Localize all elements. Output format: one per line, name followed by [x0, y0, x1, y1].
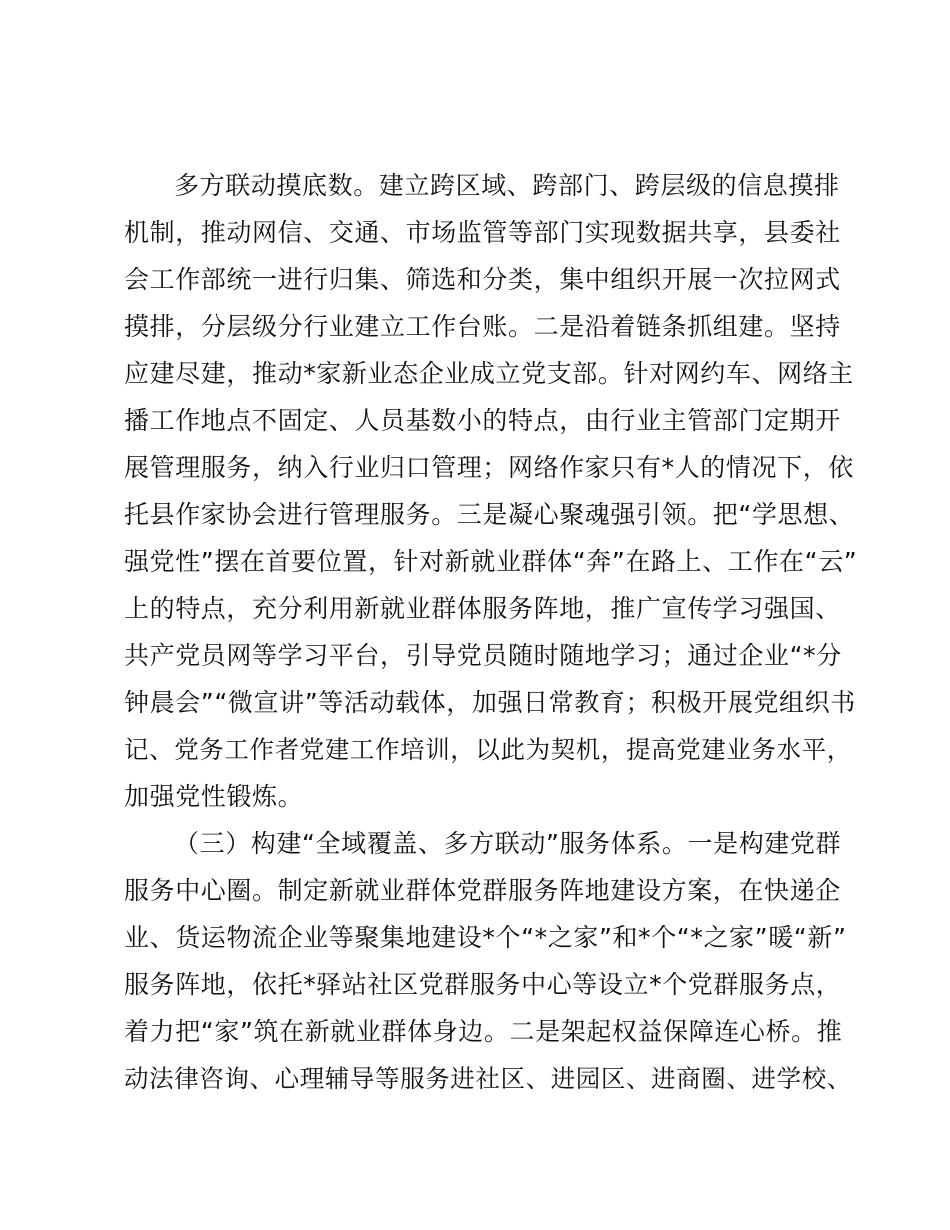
paragraph-1-line-13: 记、党务工作者党建工作培训，以此为契机，提高党建业务水平，	[124, 735, 852, 764]
paragraph-1-line-14: 加强党性锻炼。	[124, 782, 304, 811]
paragraph-1-line-12: 钟晨会”“微宣讲”等活动载体，加强日常教育；积极开展党组织书	[124, 688, 856, 717]
paragraph-2-line-3: 业、货运物流企业等聚集地建设*个“*之家”和*个“*之家”暖“新”	[124, 923, 847, 952]
paragraph-1-line-3: 会工作部统一进行归集、筛选和分类，集中组织开展一次拉网式	[124, 265, 841, 294]
paragraph-1-line-4: 摸排，分层级分行业建立工作台账。二是沿着链条抓组建。坚持	[124, 312, 841, 341]
paragraph-2-line-2: 服务中心圈。制定新就业群体党群服务阵地建设方案，在快递企	[124, 876, 841, 905]
paragraph-1-line-1: 多方联动摸底数。建立跨区域、跨部门、跨层级的信息摸排	[174, 171, 840, 200]
paragraph-2-line-4: 服务阵地，依托*驿站社区党群服务中心等设立*个党群服务点，	[124, 970, 842, 999]
paragraph-2-line-6: 动法律咨询、心理辅导等服务进社区、进园区、进商圈、进学校、	[124, 1064, 852, 1093]
paragraph-2-line-5: 着力把“家”筑在新就业群体身边。二是架起权益保障连心桥。推	[124, 1017, 843, 1046]
paragraph-1-line-2: 机制，推动网信、交通、市场监管等部门实现数据共享，县委社	[124, 218, 841, 247]
paragraph-1-line-8: 托县作家协会进行管理服务。三是凝心聚魂强引领。把“学思想、	[124, 500, 855, 529]
paragraph-2-line-1: （三）构建“全域覆盖、多方联动”服务体系。一是构建党群	[174, 829, 842, 858]
paragraph-1-line-7: 展管理服务，纳入行业归口管理；网络作家只有*人的情况下，依	[124, 453, 854, 482]
paragraph-1-line-5: 应建尽建，推动*家新业态企业成立党支部。针对网约车、网络主	[124, 359, 854, 388]
paragraph-1-line-9: 强党性”摆在首要位置，针对新就业群体“奔”在路上、工作在“云”	[124, 547, 858, 576]
paragraph-1-line-10: 上的特点，充分利用新就业群体服务阵地，推广宣传学习强国、	[124, 594, 841, 623]
paragraph-1-line-11: 共产党员网等学习平台，引导党员随时随地学习；通过企业“*分	[124, 641, 842, 670]
paragraph-1-line-6: 播工作地点不固定、人员基数小的特点，由行业主管部门定期开	[124, 406, 841, 435]
